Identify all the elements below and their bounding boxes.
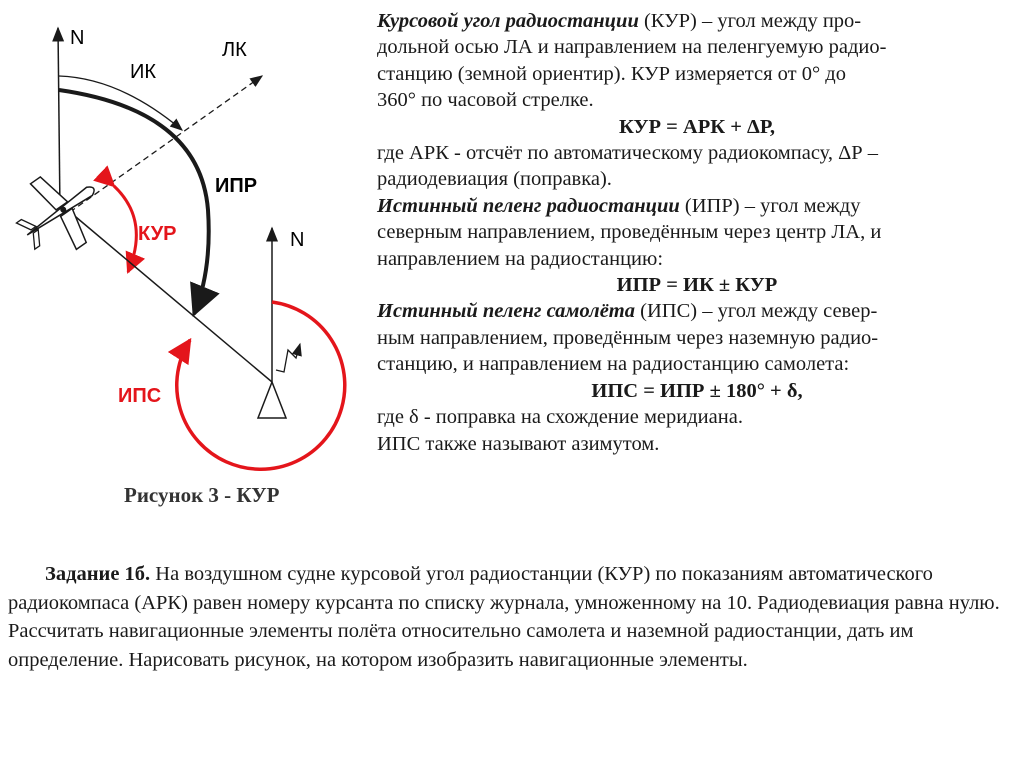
ips-term: Истинный пеленг самолёта	[377, 300, 636, 323]
ik-label: ИК	[130, 61, 157, 83]
ipr-label: ИПР	[215, 175, 258, 197]
ips-line: станцию, и направлением на радиостанцию самолета:	[377, 353, 850, 376]
lk-label: ЛК	[222, 39, 247, 61]
task-block	[8, 560, 1008, 674]
kur-formula: КУР = АРК + ΔР,	[618, 115, 775, 138]
ips-definition	[377, 298, 1017, 324]
north-label-2: N	[290, 229, 305, 251]
kur-figure	[0, 0, 372, 530]
ipr-term: Истинный пеленг радиостанции	[377, 194, 680, 217]
ips-label: ИПС	[118, 385, 162, 407]
kur-line: дольной осью ЛА и направлением на пеленгуемую радио-	[377, 36, 887, 59]
kur-where-line: радиодевиация (поправка).	[377, 168, 612, 191]
radio-station-icon	[258, 382, 286, 418]
ips-formula: ИПС = ИПР ± 180° + δ,	[591, 379, 803, 402]
definitions-block	[377, 8, 1017, 457]
kur-line: (КУР) – угол между про-	[638, 10, 862, 32]
ips-line: ным направлением, проведённым через наземную радио-	[377, 326, 879, 349]
north-label-1: N	[70, 27, 85, 49]
kur-where-line: где АРК - отсчёт по автоматическому радиокомпасу, ΔР –	[377, 142, 879, 165]
radio-wave-icon	[276, 344, 300, 372]
ips-arc	[177, 302, 345, 469]
kur-term: Курсовой угол радиостанции	[377, 10, 639, 32]
task-label: Задание 1б.	[45, 563, 151, 585]
kur-line: 360° по часовой стрелке.	[377, 89, 594, 112]
kur-line: станцию (земной ориентир). КУР измеряется от 0° до	[377, 62, 846, 85]
ips-where-line: ИПС также называют азимутом.	[377, 432, 660, 455]
kur-label: КУР	[138, 223, 177, 245]
task-text: На воздушном судне курсовой угол радиостанции (КУР) по показаниям автоматического радиокомпаса (АРК) равен номеру курсанта по списку журнала, умноженному на 10. Радиодевиация равна нулю. Рассчитать навигационные элементы полёта относительно самолета и наземной радиостанции, дать им определение. Нарисовать рисунок, на котором изобразить навигационные элементы.	[8, 563, 1000, 671]
kur-definition	[377, 8, 1017, 34]
ipr-line: (ИПР) – угол между	[679, 194, 861, 217]
north-line-aircraft	[58, 28, 60, 212]
ipr-formula: ИПР = ИК ± КУР	[616, 274, 778, 297]
ipr-line: направлением на радиостанцию:	[377, 247, 664, 270]
ipr-definition	[377, 193, 1017, 219]
ips-line: (ИПС) – угол между север-	[635, 300, 878, 323]
kur-diagram	[0, 0, 372, 530]
figure-caption: Рисунок 3 - КУР	[124, 483, 280, 507]
ips-where-line: где δ - поправка на схождение меридиана.	[377, 406, 743, 429]
ipr-line: северным направлением, проведённым через центр ЛА, и	[377, 221, 882, 244]
task-paragraph	[8, 560, 1008, 674]
